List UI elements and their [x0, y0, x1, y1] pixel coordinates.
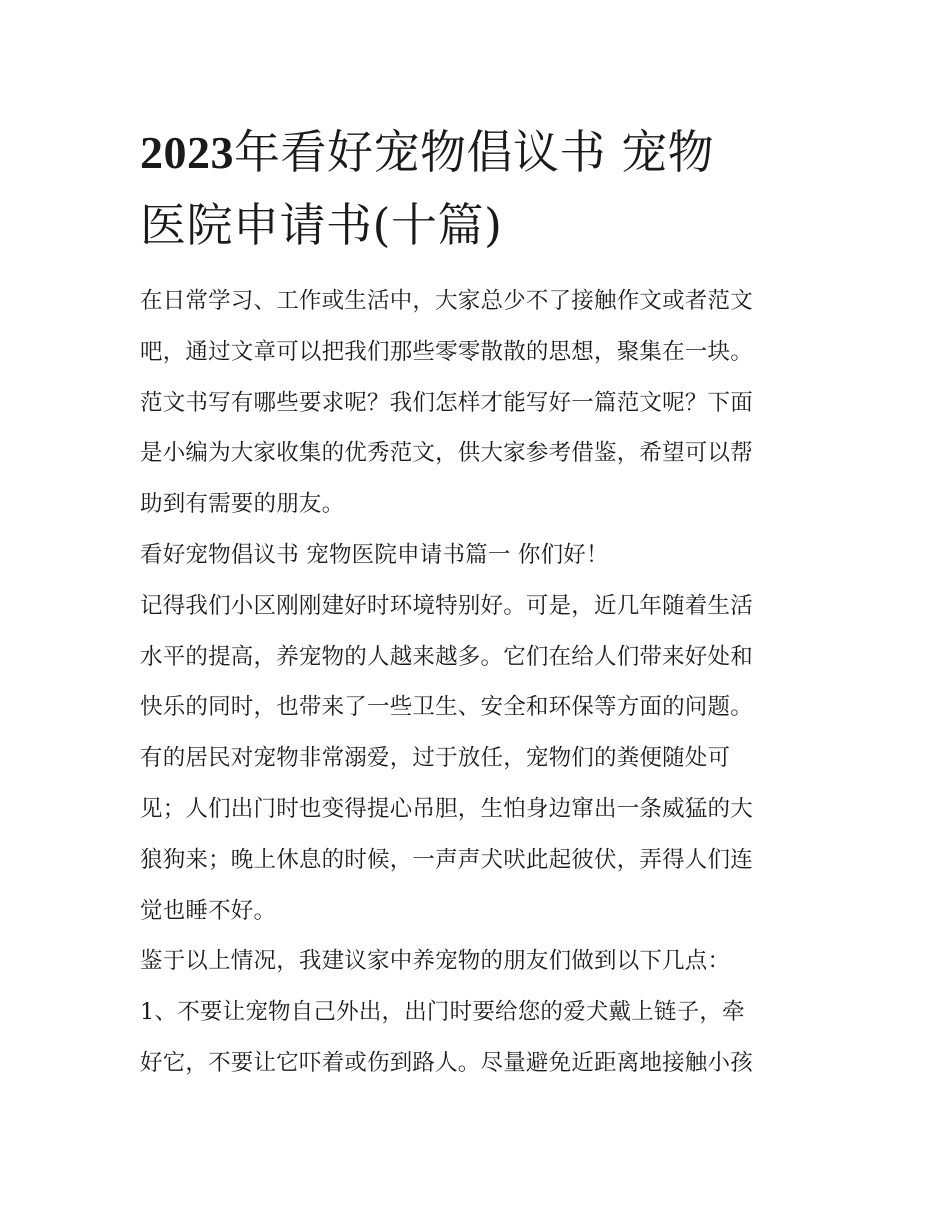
body-line: 吧，通过文章可以把我们那些零零散散的思想，聚集在一块。 [140, 338, 753, 365]
body-line: 快乐的同时，也带来了一些卫生、安全和环保等方面的问题。 [140, 694, 753, 721]
body-line: 鉴于以上情况，我建议家中养宠物的朋友们做到以下几点： [140, 948, 731, 975]
body-line: 是小编为大家收集的优秀范文，供大家参考借鉴，希望可以帮 [140, 440, 753, 467]
document-title [140, 116, 820, 261]
body-line: 好它，不要让它吓着或伤到路人。尽量避免近距离地接触小孩 [140, 1049, 753, 1076]
body-line: 水平的提高，养宠物的人越来越多。它们在给人们带来好处和 [140, 643, 753, 670]
body-line: 觉也睡不好。 [140, 897, 277, 924]
body-line: 见；人们出门时也变得提心吊胆，生怕身边窜出一条威猛的大 [140, 795, 753, 822]
title-line1-text: 年看好宠物倡议书 宠物 [234, 125, 715, 179]
title-line2-text: 医院申请书(十篇) [140, 198, 503, 252]
section-heading: 看好宠物倡议书 宠物医院申请书篇一 你们好！ [140, 541, 609, 568]
body-line: 范文书写有哪些要求呢？我们怎样才能写好一篇范文呢？下面 [140, 389, 753, 416]
body-line: 1、不要让宠物自己外出，出门时要给您的爱犬戴上链子，牵 [140, 999, 745, 1026]
body-line: 助到有需要的朋友。 [140, 491, 345, 518]
body-line: 在日常学习、工作或生活中，大家总少不了接触作文或者范文 [140, 288, 753, 314]
document-body [140, 276, 820, 1089]
body-line: 记得我们小区刚刚建好时环境特别好。可是，近几年随着生活 [140, 592, 753, 619]
body-line: 有的居民对宠物非常溺爱，过于放任，宠物们的粪便随处可 [140, 745, 731, 772]
body-line: 狼狗来；晚上休息的时候，一声声犬吠此起彼伏，弄得人们连 [140, 846, 753, 873]
title-year: 2023 [140, 127, 234, 178]
